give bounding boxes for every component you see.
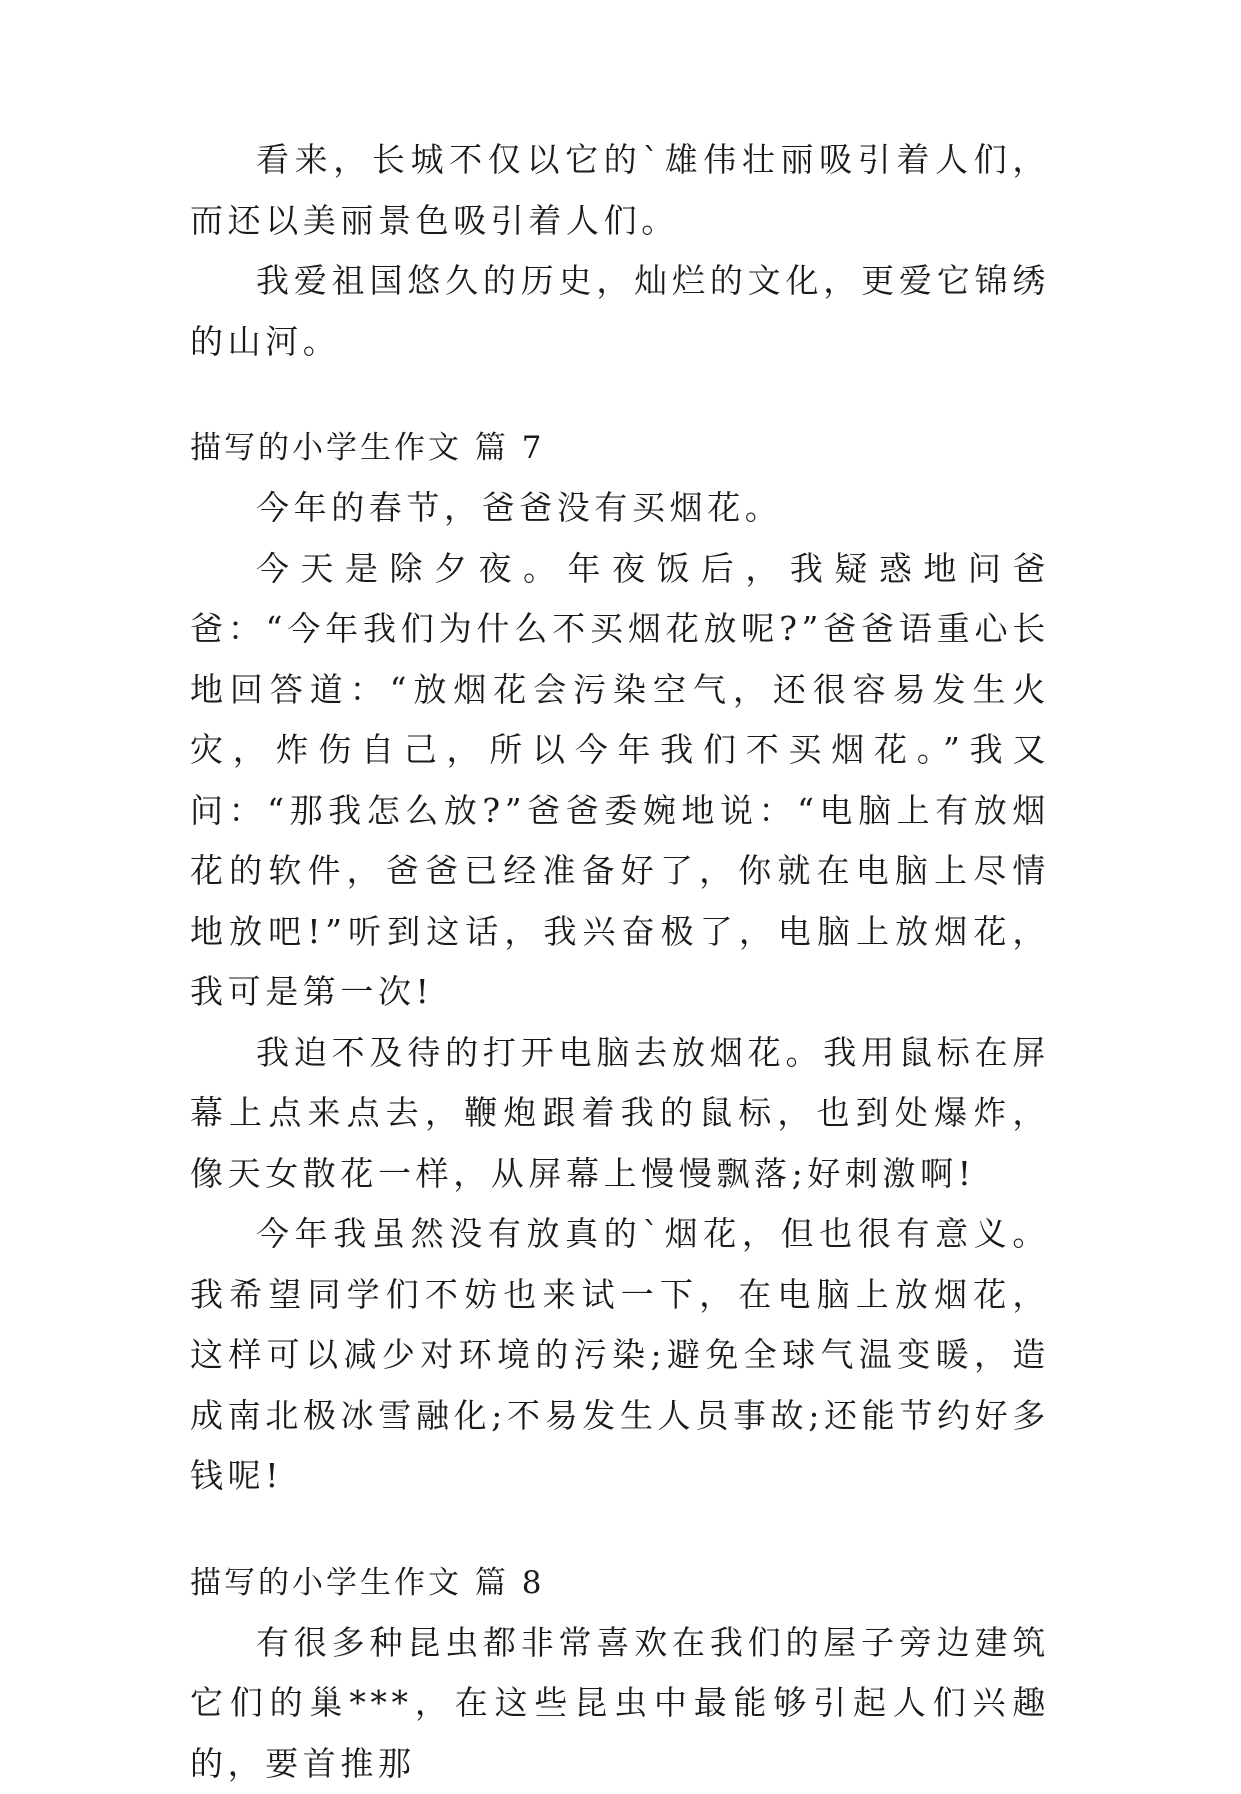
- document-page: [190, 130, 1050, 1794]
- paragraph: 我爱祖国悠久的历史，灿烂的文化，更爱它锦绣的山河。: [190, 251, 1050, 372]
- essay-section-6: [190, 130, 1050, 372]
- paragraph: 有很多种昆虫都非常喜欢在我们的屋子旁边建筑它们的巢***，在这些昆虫中最能够引起人们兴趣的，要首推那: [190, 1613, 1050, 1794]
- essay-section-8: [190, 1553, 1050, 1794]
- paragraph: 今年我虽然没有放真的`烟花，但也很有意义。我希望同学们不妨也来试一下，在电脑上放烟花，这样可以减少对环境的污染;避免全球气温变暖，造成南北极冰雪融化;不易发生人员事故;还能节约好多钱呢!: [190, 1204, 1050, 1507]
- paragraph: 今天是除夕夜。年夜饭后，我疑惑地问爸爸：“今年我们为什么不买烟花放呢?”爸爸语重心长地回答道：“放烟花会污染空气，还很容易发生火灾，炸伤自己，所以今年我们不买烟花。”我又问：“那我怎么放?”爸爸委婉地说：“电脑上有放烟花的软件，爸爸已经准备好了，你就在电脑上尽情地放吧!”听到这话，我兴奋极了，电脑上放烟花，我可是第一次!: [190, 539, 1050, 1023]
- paragraph: 我迫不及待的打开电脑去放烟花。我用鼠标在屏幕上点来点去，鞭炮跟着我的鼠标，也到处爆炸，像天女散花一样，从屏幕上慢慢飘落;好刺激啊!: [190, 1023, 1050, 1205]
- paragraph: 看来，长城不仅以它的`雄伟壮丽吸引着人们，而还以美丽景色吸引着人们。: [190, 130, 1050, 251]
- essay-section-7: [190, 418, 1050, 1507]
- section-heading: 描写的小学生作文 篇 8: [190, 1553, 1050, 1613]
- paragraph: 今年的春节，爸爸没有买烟花。: [190, 478, 1050, 539]
- section-heading: 描写的小学生作文 篇 7: [190, 418, 1050, 478]
